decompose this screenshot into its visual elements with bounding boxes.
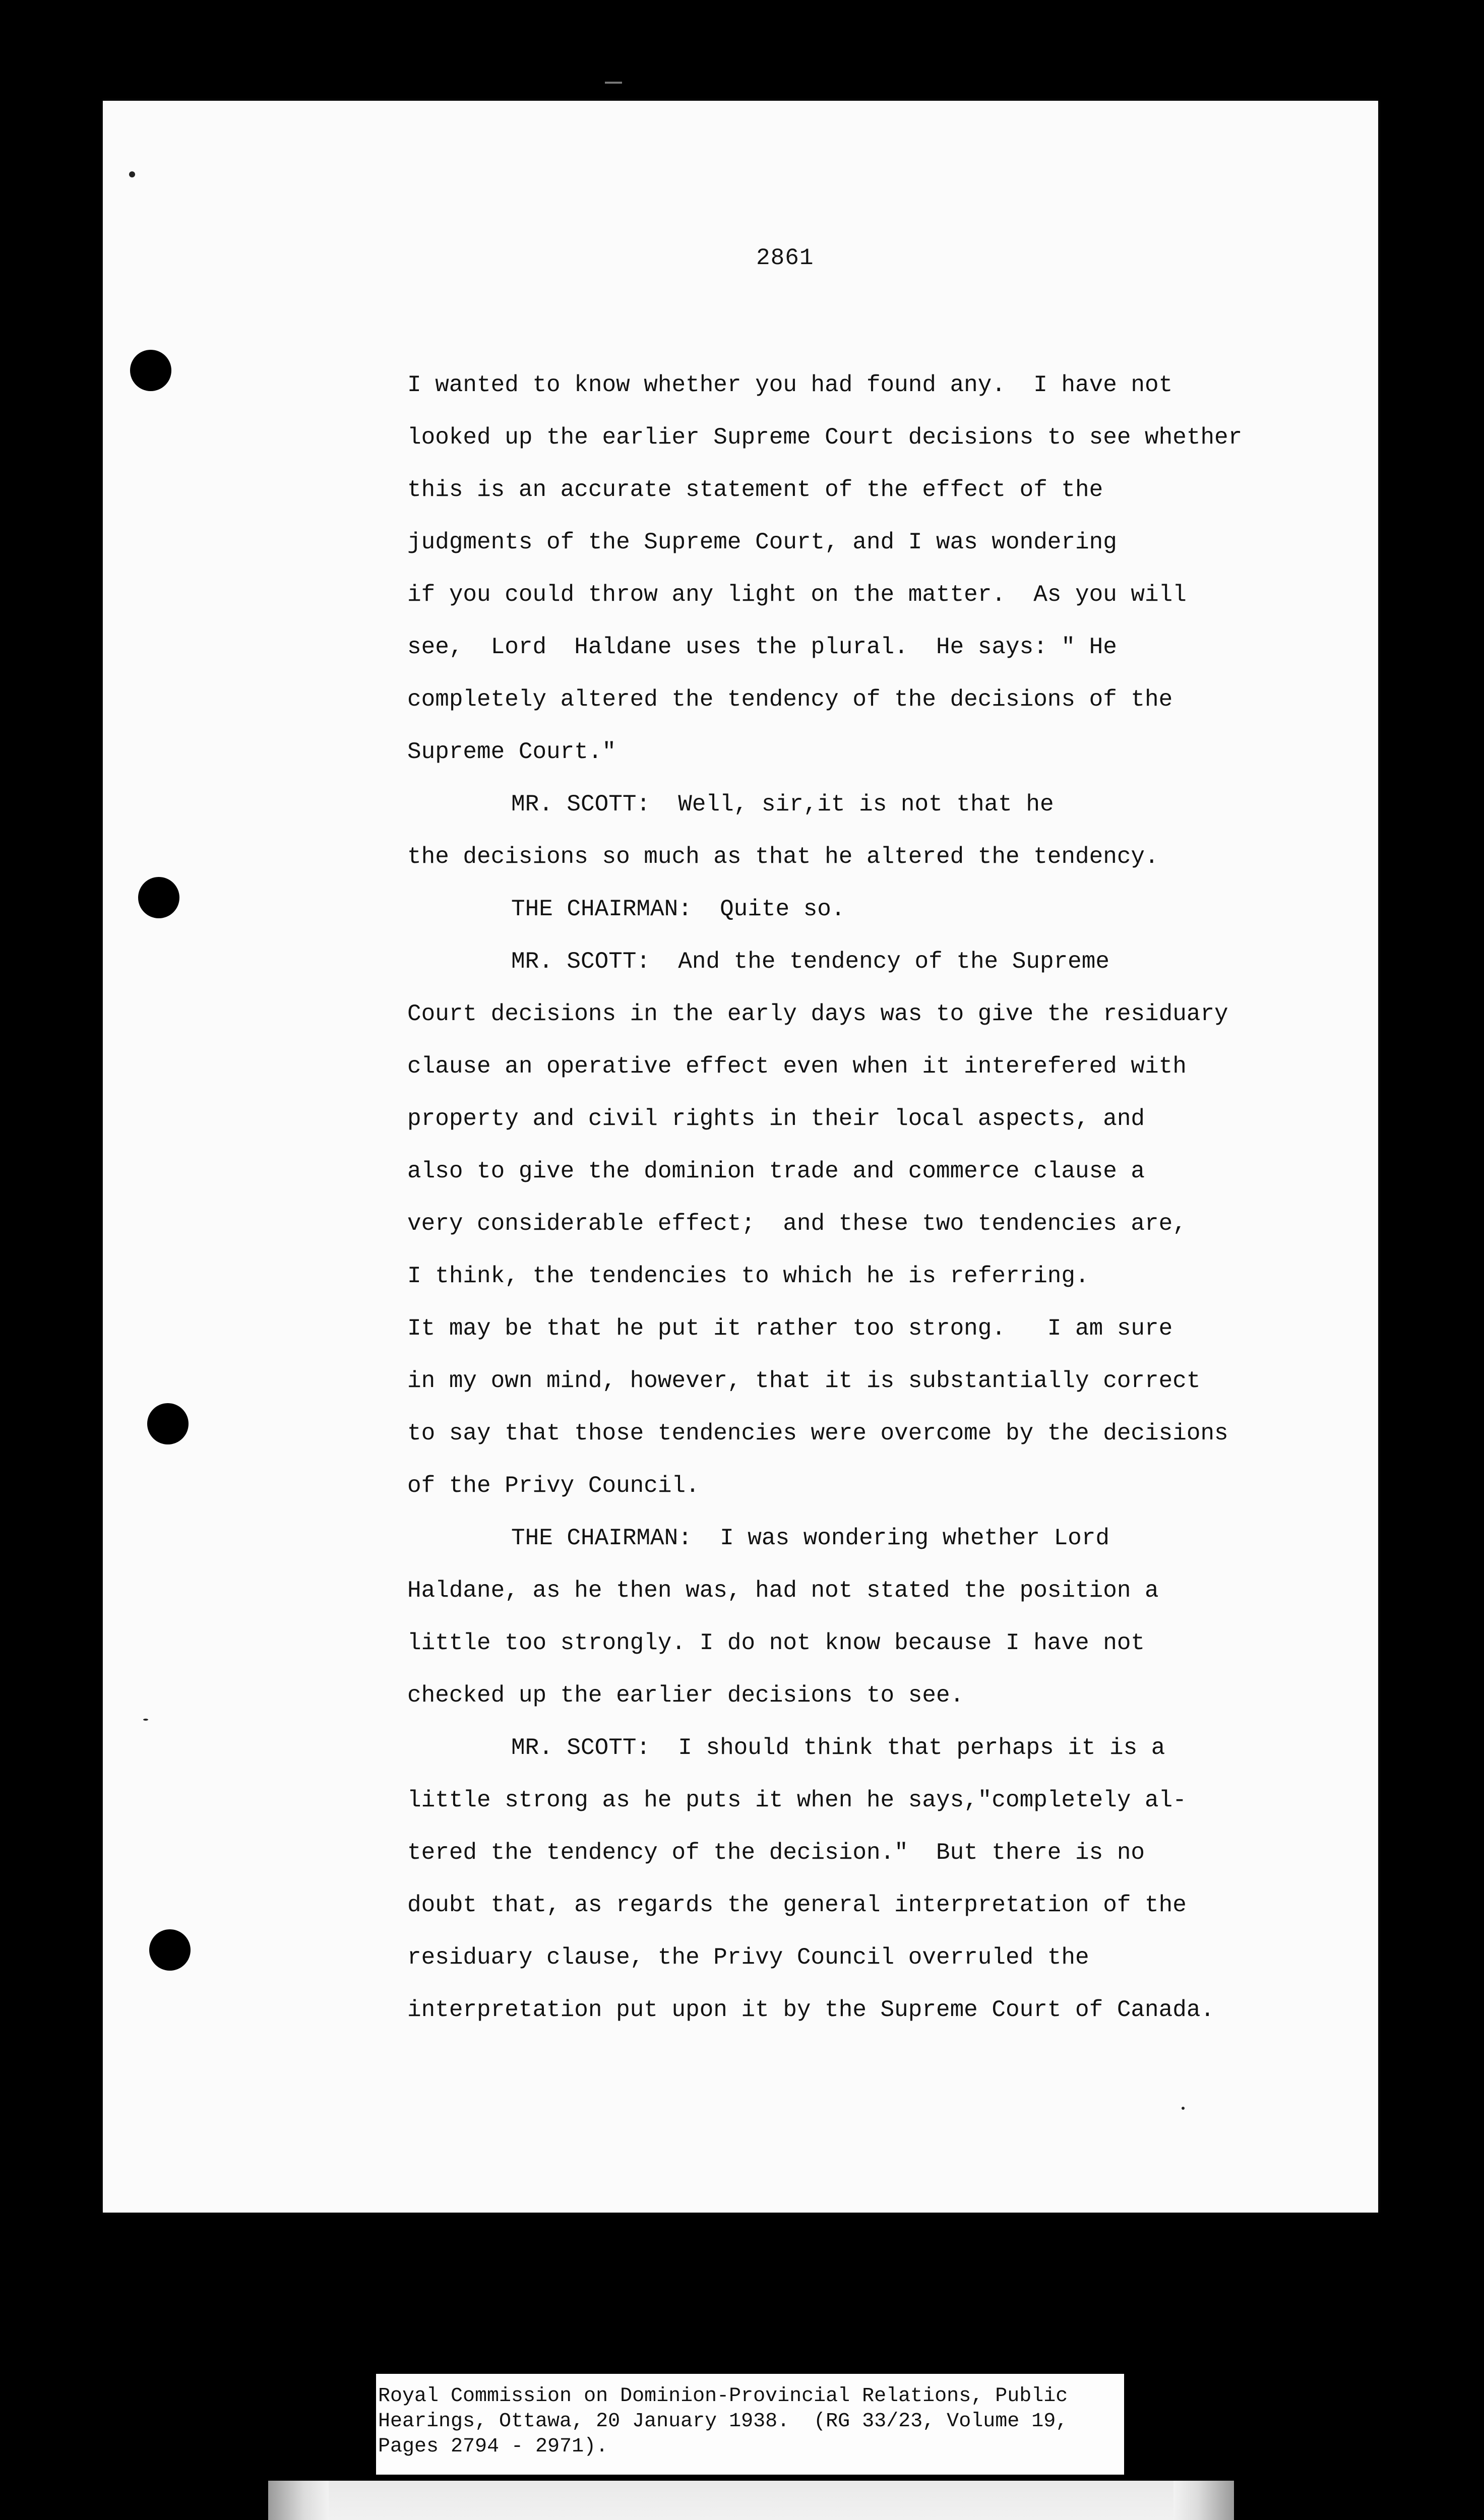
transcript-line: to say that those tendencies were overcome by the decisions xyxy=(407,1420,1228,1446)
document-page xyxy=(103,101,1378,2213)
transcript-line: judgments of the Supreme Court, and I was wondering xyxy=(407,529,1117,555)
transcript-line: property and civil rights in their local aspects, and xyxy=(407,1106,1145,1132)
transcript-line: very considerable effect; and these two tendencies are, xyxy=(407,1211,1187,1237)
stamp-edge xyxy=(1173,2481,1234,2520)
binder-hole xyxy=(147,1403,189,1444)
transcript-line: little too strongly. I do not know because I have not xyxy=(407,1630,1145,1656)
transcript-line: looked up the earlier Supreme Court decisions to see whether xyxy=(407,424,1243,451)
binder-hole xyxy=(130,350,171,391)
transcript-line: THE CHAIRMAN: I was wondering whether Lord xyxy=(511,1525,1109,1551)
archives-stamp xyxy=(268,2481,1234,2520)
transcript-line: this is an accurate statement of the effect of the xyxy=(407,477,1103,503)
transcript-line: interpretation put upon it by the Supreme Court of Canada. xyxy=(407,1997,1215,2023)
film-scratch xyxy=(605,82,622,84)
transcript-line: I think, the tendencies to which he is referring. xyxy=(407,1263,1089,1289)
transcript-line: if you could throw any light on the matter. As you will xyxy=(407,582,1187,608)
transcript-line: MR. SCOTT: I should think that perhaps it is a xyxy=(511,1735,1165,1761)
paper-speck xyxy=(1182,2107,1185,2110)
transcript-line: tered the tendency of the decision." But there is no xyxy=(407,1840,1145,1866)
page-number: 2861 xyxy=(756,245,814,271)
archive-caption xyxy=(376,2374,1124,2475)
transcript-line: Court decisions in the early days was to give the residuary xyxy=(407,1001,1228,1027)
transcript-line: completely altered the tendency of the decisions of the xyxy=(407,686,1173,713)
transcript-body xyxy=(407,359,1395,2036)
caption-line: Hearings, Ottawa, 20 January 1938. (RG 33/23, Volume 19, xyxy=(378,2410,1068,2433)
transcript-line: I wanted to know whether you had found any. I have not xyxy=(407,372,1173,398)
paper-speck xyxy=(129,171,135,177)
transcript-line: little strong as he puts it when he says,"completely al- xyxy=(407,1787,1187,1813)
transcript-line: THE CHAIRMAN: Quite so. xyxy=(511,896,845,922)
transcript-line: of the Privy Council. xyxy=(407,1473,700,1499)
transcript-line: the decisions so much as that he altered the tendency. xyxy=(407,844,1159,870)
transcript-line: It may be that he put it rather too strong. I am sure xyxy=(407,1315,1173,1342)
caption-line: Pages 2794 - 2971). xyxy=(378,2435,608,2458)
transcript-line: MR. SCOTT: Well, sir,it is not that he xyxy=(511,791,1054,817)
transcript-line: Supreme Court." xyxy=(407,739,616,765)
transcript-line: residuary clause, the Privy Council overruled the xyxy=(407,1944,1089,1971)
binder-hole xyxy=(149,1929,191,1971)
stamp-edge xyxy=(268,2481,329,2520)
binder-hole xyxy=(138,877,179,918)
transcript-line: MR. SCOTT: And the tendency of the Supreme xyxy=(511,949,1109,975)
transcript-line: in my own mind, however, that it is substantially correct xyxy=(407,1368,1201,1394)
transcript-line: clause an operative effect even when it interefered with xyxy=(407,1053,1187,1080)
transcript-line: checked up the earlier decisions to see. xyxy=(407,1682,964,1709)
transcript-line: also to give the dominion trade and commerce clause a xyxy=(407,1158,1145,1184)
transcript-line: Haldane, as he then was, had not stated the position a xyxy=(407,1578,1159,1604)
transcript-line: see, Lord Haldane uses the plural. He says: " He xyxy=(407,634,1117,660)
caption-line: Royal Commission on Dominion-Provincial Relations, Public xyxy=(378,2385,1068,2408)
paper-speck xyxy=(143,1719,148,1721)
transcript-line: doubt that, as regards the general interpretation of the xyxy=(407,1892,1187,1918)
